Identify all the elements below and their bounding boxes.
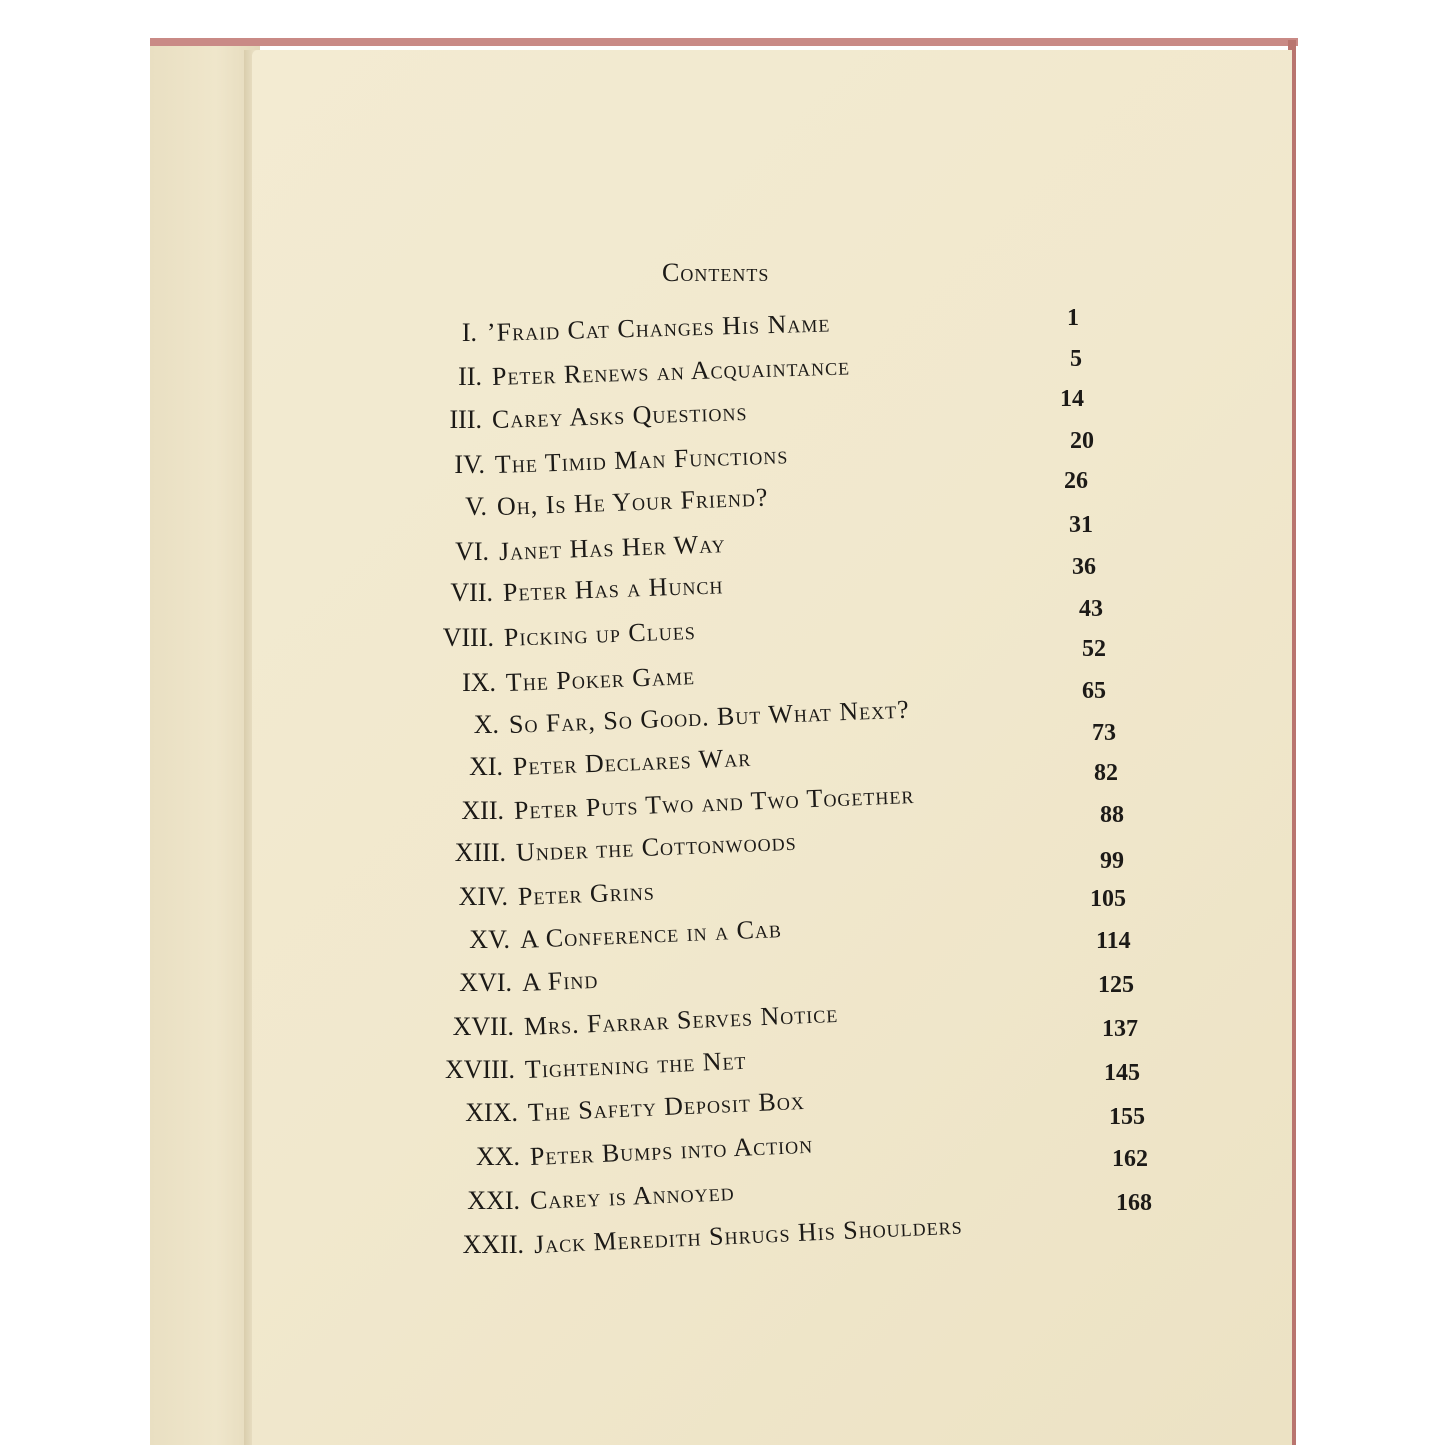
chapter-row <box>252 964 1292 1004</box>
chapter-title: The Poker Game <box>505 661 696 697</box>
chapter-page-number: 1 <box>1067 305 1079 331</box>
chapter-page-number: 43 <box>1079 596 1103 622</box>
chapter-numeral: III. <box>449 405 482 434</box>
chapter-title: Oh, Is He Your Friend? <box>496 482 769 521</box>
chapter-numeral: XXI. <box>467 1186 520 1215</box>
chapter-page-number: 82 <box>1094 760 1118 786</box>
chapter-page-number: 114 <box>1096 928 1131 954</box>
chapter-row <box>252 529 1292 573</box>
chapter-page-number: 65 <box>1082 678 1106 704</box>
chapter-row <box>252 876 1292 918</box>
chapter-title: Carey Asks Questions <box>491 396 748 434</box>
chapter-title: Mrs. Farrar Serves Notice <box>523 998 839 1041</box>
chapter-row <box>252 615 1292 659</box>
chapter-numeral: XI. <box>469 752 503 781</box>
chapter-numeral: X. <box>473 710 499 739</box>
chapter-numeral: XII. <box>461 796 504 825</box>
chapter-title: Peter Declares War <box>512 742 752 781</box>
chapter-title: Peter Grins <box>517 876 656 911</box>
chapter-page-number: 31 <box>1069 512 1093 538</box>
chapter-numeral: IV. <box>454 450 485 479</box>
chapter-page-number: 5 <box>1070 346 1082 372</box>
chapter-page-number: 36 <box>1072 554 1096 580</box>
chapter-title: Carey is Annoyed <box>529 1177 736 1215</box>
chapter-row <box>252 308 1292 354</box>
chapter-numeral: VIII. <box>442 623 494 652</box>
chapter-title: A Find <box>521 964 599 997</box>
chapter-page-number: 88 <box>1100 802 1124 828</box>
chapter-numeral: IX. <box>462 668 496 697</box>
chapter-numeral: VI. <box>455 537 489 566</box>
chapter-page-number: 20 <box>1070 428 1094 454</box>
chapter-title: Picking up Clues <box>503 615 697 652</box>
chapter-page-number: 73 <box>1092 720 1116 746</box>
chapter-title: Peter Bumps into Action <box>529 1129 814 1171</box>
chapter-title: The Safety Deposit Box <box>527 1085 806 1127</box>
chapter-numeral: II. <box>458 362 482 391</box>
chapter-numeral: XIV. <box>458 882 508 911</box>
chapter-numeral: XVIII. <box>444 1055 515 1084</box>
table-of-contents <box>252 50 1292 1445</box>
chapter-numeral: XVII. <box>452 1012 514 1041</box>
chapter-page-number: 145 <box>1104 1060 1140 1086</box>
chapter-row <box>252 779 1292 832</box>
cover-edge-top <box>150 38 1298 46</box>
chapter-page-number: 168 <box>1116 1190 1152 1216</box>
contents-page <box>252 50 1292 1445</box>
chapter-row <box>252 570 1292 614</box>
chapter-title: A Conference in a Cab <box>519 914 783 954</box>
chapter-row <box>252 914 1292 961</box>
chapter-title: Peter Renews an Acquaintance <box>491 351 851 391</box>
chapter-page-number: 162 <box>1112 1146 1148 1172</box>
chapter-row <box>252 661 1292 704</box>
chapter-row <box>252 482 1292 528</box>
chapter-row <box>252 826 1292 874</box>
chapter-row <box>252 1210 1292 1266</box>
contents-heading: Contents <box>662 258 770 287</box>
chapter-title: Janet Has Her Way <box>498 529 726 566</box>
chapter-numeral: XV. <box>469 925 510 954</box>
chapter-row <box>252 694 1292 746</box>
chapter-numeral: XIII. <box>454 838 506 867</box>
chapter-title: Under the Cottonwoods <box>515 826 798 867</box>
chapter-numeral: XXII. <box>462 1230 524 1259</box>
chapter-numeral: VII. <box>450 578 493 607</box>
chapter-numeral: I. <box>461 318 477 347</box>
chapter-title: ’Fraid Cat Changes His Name <box>486 308 831 347</box>
chapter-title: Peter Puts Two and Two Together <box>513 779 915 825</box>
chapter-page-number: 14 <box>1060 386 1084 412</box>
chapter-title: So Far, So Good. But What Next? <box>508 694 911 739</box>
chapter-numeral: XX. <box>475 1142 520 1171</box>
chapter-title: The Timid Man Functions <box>494 440 789 479</box>
chapter-numeral: XIX. <box>465 1098 518 1127</box>
chapter-page-number: 137 <box>1102 1016 1138 1042</box>
chapter-page-number: 99 <box>1100 848 1124 874</box>
chapter-page-number: 26 <box>1064 468 1088 494</box>
chapter-row <box>252 351 1292 398</box>
chapter-numeral: XVI. <box>459 968 512 997</box>
chapter-page-number: 105 <box>1090 886 1126 912</box>
chapter-page-number: 52 <box>1082 636 1106 662</box>
chapter-numeral: V. <box>465 492 487 521</box>
chapter-title: Jack Meredith Shrugs His Shoulders <box>533 1210 964 1259</box>
chapter-page-number: 125 <box>1098 972 1134 998</box>
chapter-title: Tightening the Net <box>524 1045 748 1084</box>
chapter-row <box>252 742 1292 788</box>
chapter-page-number: 155 <box>1109 1104 1145 1130</box>
chapter-title: Peter Has a Hunch <box>502 570 724 607</box>
